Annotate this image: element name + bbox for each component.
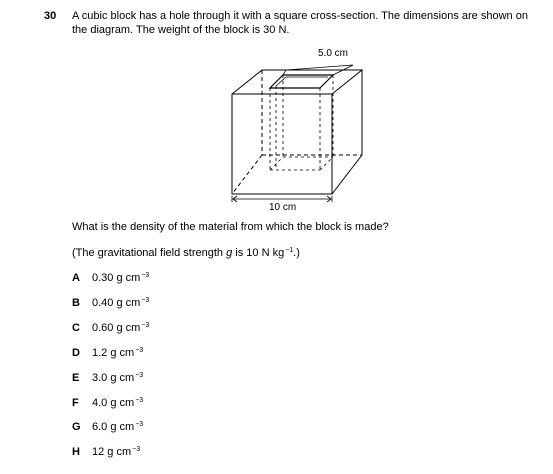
- hint-exponent: −1: [285, 247, 294, 254]
- option-exponent: −3: [135, 397, 144, 404]
- option-letter: H: [72, 446, 80, 458]
- question-prompt: What is the density of the material from which the block is made?: [72, 221, 389, 233]
- option-exponent: −3: [141, 272, 150, 279]
- option-letter: E: [72, 372, 80, 384]
- option-letter: F: [72, 397, 79, 409]
- question-stem: [72, 10, 542, 37]
- hint-middle: is 10 N kg: [232, 247, 285, 259]
- option-value: 6.0 g cm: [92, 421, 135, 433]
- option-value: 0.60 g cm: [92, 322, 141, 334]
- option-value: 1.2 g cm: [92, 347, 135, 359]
- cube-top-face: [232, 70, 362, 94]
- option-value: 0.30 g cm: [92, 272, 141, 284]
- option-value: 4.0 g cm: [92, 397, 135, 409]
- option-exponent: −3: [135, 372, 144, 379]
- hole-hidden-edges: [270, 75, 333, 170]
- option-value: 0.40 g cm: [92, 297, 141, 309]
- option-exponent: −3: [132, 446, 141, 453]
- option-letter: C: [72, 322, 80, 334]
- field-strength-hint: [72, 247, 300, 259]
- side-length-label: 10 cm: [269, 202, 297, 212]
- hint-prefix: (The gravitational field strength: [72, 247, 227, 259]
- cube-right-face: [332, 70, 362, 194]
- option-exponent: −3: [141, 297, 150, 304]
- option-exponent: −3: [135, 421, 144, 428]
- stem-line-2: the diagram. The weight of the block is 30 N.: [72, 23, 290, 36]
- option-letter: G: [72, 421, 81, 433]
- hint-symbol: g: [226, 247, 233, 259]
- hole-size-label: 5.0 cm: [318, 48, 349, 59]
- option-exponent: −3: [141, 322, 150, 329]
- option-letter: B: [72, 297, 80, 309]
- option-value: 3.0 g cm: [92, 372, 135, 384]
- option-exponent: −3: [135, 347, 144, 354]
- option-letter: D: [72, 347, 80, 359]
- option-letter: A: [72, 272, 80, 284]
- hint-suffix: .): [293, 247, 300, 259]
- option-value: 12 g cm: [92, 446, 132, 458]
- question-number: 30: [44, 10, 57, 22]
- cube-front-face: [232, 94, 332, 194]
- stem-line-1: A cubic block has a hole through it with a square cross-section. The dimensions are shown on: [72, 10, 528, 22]
- cube-with-hole-diagram: [220, 42, 370, 212]
